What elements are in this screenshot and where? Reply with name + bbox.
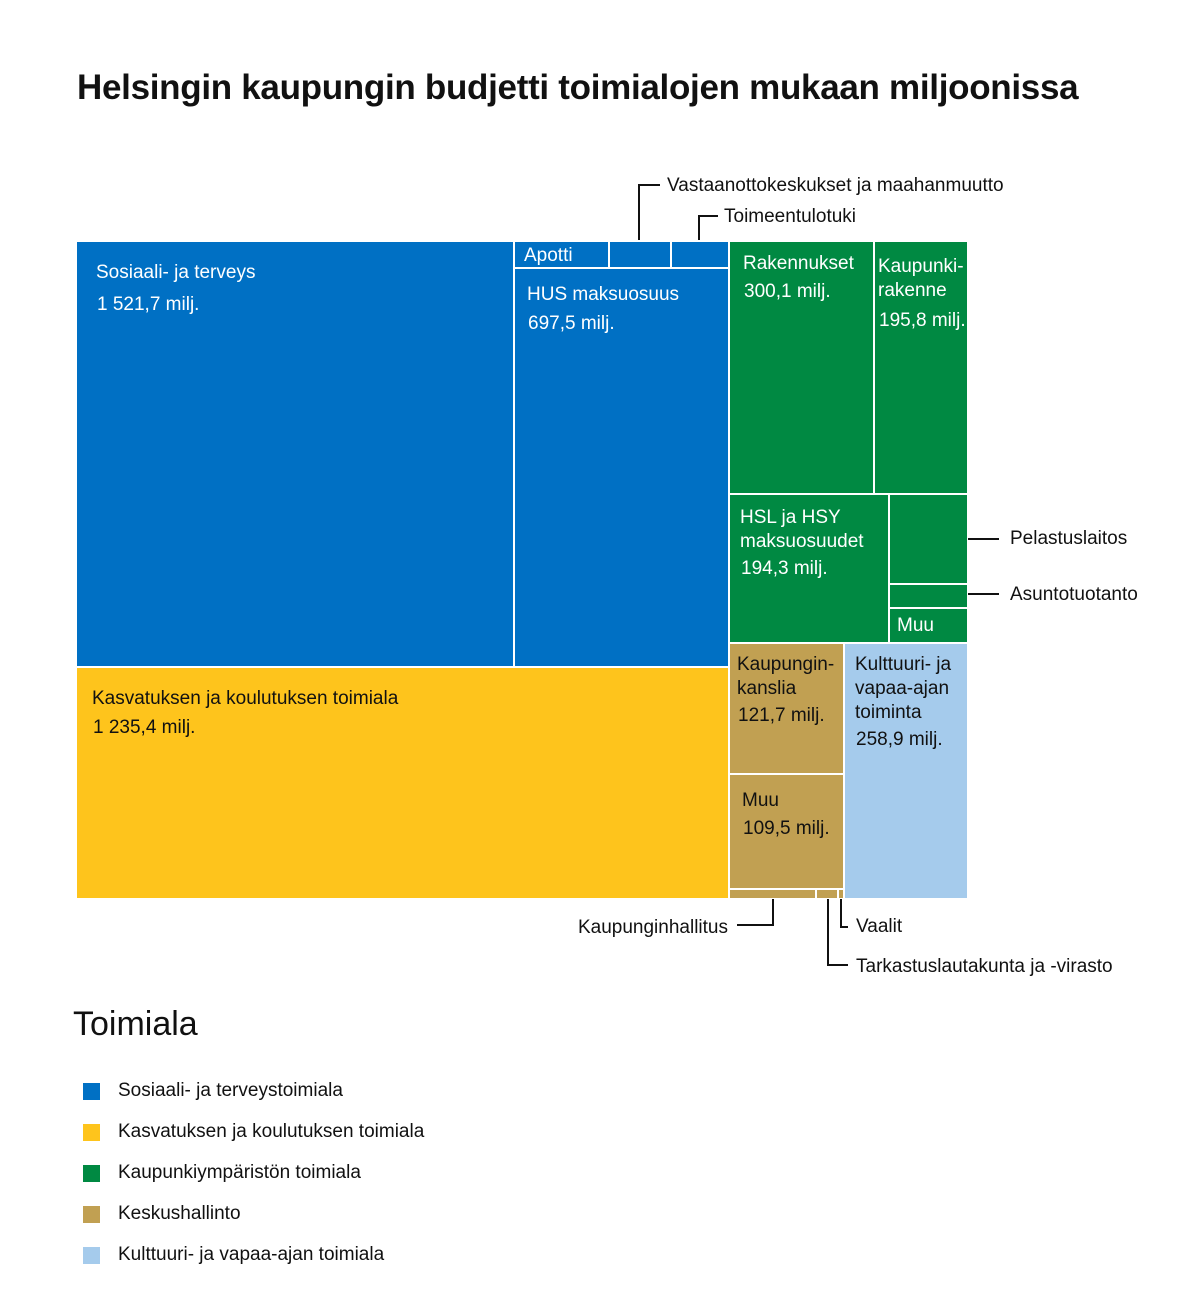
cell-label-kuva: vapaa-ajan [855, 678, 950, 699]
legend [73, 1005, 425, 1285]
cell-label-kaupunkirakenne: Kaupunki- [878, 256, 964, 277]
treemap-cell-pelastus [889, 494, 968, 584]
cell-label-kuva: Kulttuuri- ja [855, 654, 952, 675]
cell-label-hsl: maksuosuudet [740, 531, 864, 552]
external-label-toimeentulotuki: Toimeentulotuki [724, 206, 857, 227]
cell-value-keha-muu: 109,5 milj. [743, 818, 830, 839]
legend-item-sosiaali-ja-terveystoimiala [73, 1080, 343, 1101]
treemap-cell-vastaanotto [609, 241, 671, 268]
legend-item-keskushallinto [73, 1203, 241, 1224]
cell-value-rakennukset: 300,1 milj. [744, 281, 831, 302]
leader-line-vastaanotto [639, 185, 660, 240]
legend-label: Kaupunkiympäristön toimiala [118, 1162, 361, 1183]
cell-value-kaupunkirakenne: 195,8 milj. [879, 310, 966, 331]
chart-title: Helsingin kaupungin budjetti toimialojen mukaan miljoonissa [77, 68, 1079, 107]
cell-value-kanslia: 121,7 milj. [738, 705, 825, 726]
external-label-pelastus: Pelastuslaitos [1010, 528, 1128, 549]
legend-item-kaupunkiymparisto [73, 1162, 361, 1183]
legend-swatch [83, 1083, 100, 1100]
leader-line-kaupunginhallitus [737, 899, 773, 925]
cell-label-hus: HUS maksuosuus [527, 284, 680, 305]
legend-label: Sosiaali- ja terveystoimiala [118, 1080, 343, 1101]
legend-label: Kulttuuri- ja vapaa-ajan toimiala [118, 1244, 385, 1265]
legend-swatch [83, 1165, 100, 1182]
cell-label-kanslia: Kaupungin- [737, 654, 835, 675]
cell-label-kanslia: kanslia [737, 678, 797, 699]
cell-value-hus: 697,5 milj. [528, 313, 615, 334]
cell-label-kymp-muu: Muu [897, 615, 934, 636]
legend-label: Kasvatuksen ja koulutuksen toimiala [118, 1121, 425, 1142]
cell-label-kaupunkirakenne: rakenne [878, 280, 947, 301]
treemap-cell-rakennukset [729, 241, 874, 494]
cell-value-kuva: 258,9 milj. [856, 729, 943, 750]
legend-item-kulttuuri-ja-vapaa-aika [73, 1244, 385, 1265]
cell-value-hsl: 194,3 milj. [741, 558, 828, 579]
external-label-asuntotuotanto: Asuntotuotanto [1010, 584, 1138, 605]
cell-label-kuva: toiminta [855, 702, 922, 723]
treemap-cell-kaupunkirakenne [874, 241, 968, 494]
leader-line-tarkastus [828, 899, 848, 965]
leader-line-toimeentulotuki [699, 216, 718, 240]
legend-title: Toimiala [73, 1005, 198, 1043]
cell-value-sote-main: 1 521,7 milj. [97, 294, 200, 315]
external-label-vastaanotto: Vastaanottokeskukset ja maahanmuutto [667, 175, 1004, 196]
cell-label-apotti: Apotti [524, 245, 573, 266]
leader-line-vaalit [841, 899, 848, 927]
external-label-kaupunginhallitus: Kaupunginhallitus [577, 917, 728, 938]
cell-value-kasko-main: 1 235,4 milj. [93, 717, 196, 738]
legend-item-kasvatus-ja-koulutus [73, 1121, 425, 1142]
treemap-cell-kaupunginhallitus [729, 889, 816, 899]
external-label-tarkastus: Tarkastuslautakunta ja -virasto [856, 956, 1113, 977]
legend-label: Keskushallinto [118, 1203, 241, 1224]
treemap-cell-tarkastus [816, 889, 838, 899]
cell-label-keha-muu: Muu [742, 790, 779, 811]
legend-swatch [83, 1247, 100, 1264]
cell-label-hsl: HSL ja HSY [740, 507, 841, 528]
treemap-cell-asuntotuotanto [889, 584, 968, 608]
external-label-vaalit: Vaalit [856, 916, 903, 937]
cell-label-sote-main: Sosiaali- ja terveys [96, 262, 256, 283]
cell-label-kasko-main: Kasvatuksen ja koulutuksen toimiala [92, 688, 399, 709]
cell-label-rakennukset: Rakennukset [743, 253, 854, 274]
legend-swatch [83, 1206, 100, 1223]
legend-swatch [83, 1124, 100, 1141]
treemap-cell-toimeentulotuki [671, 241, 729, 268]
